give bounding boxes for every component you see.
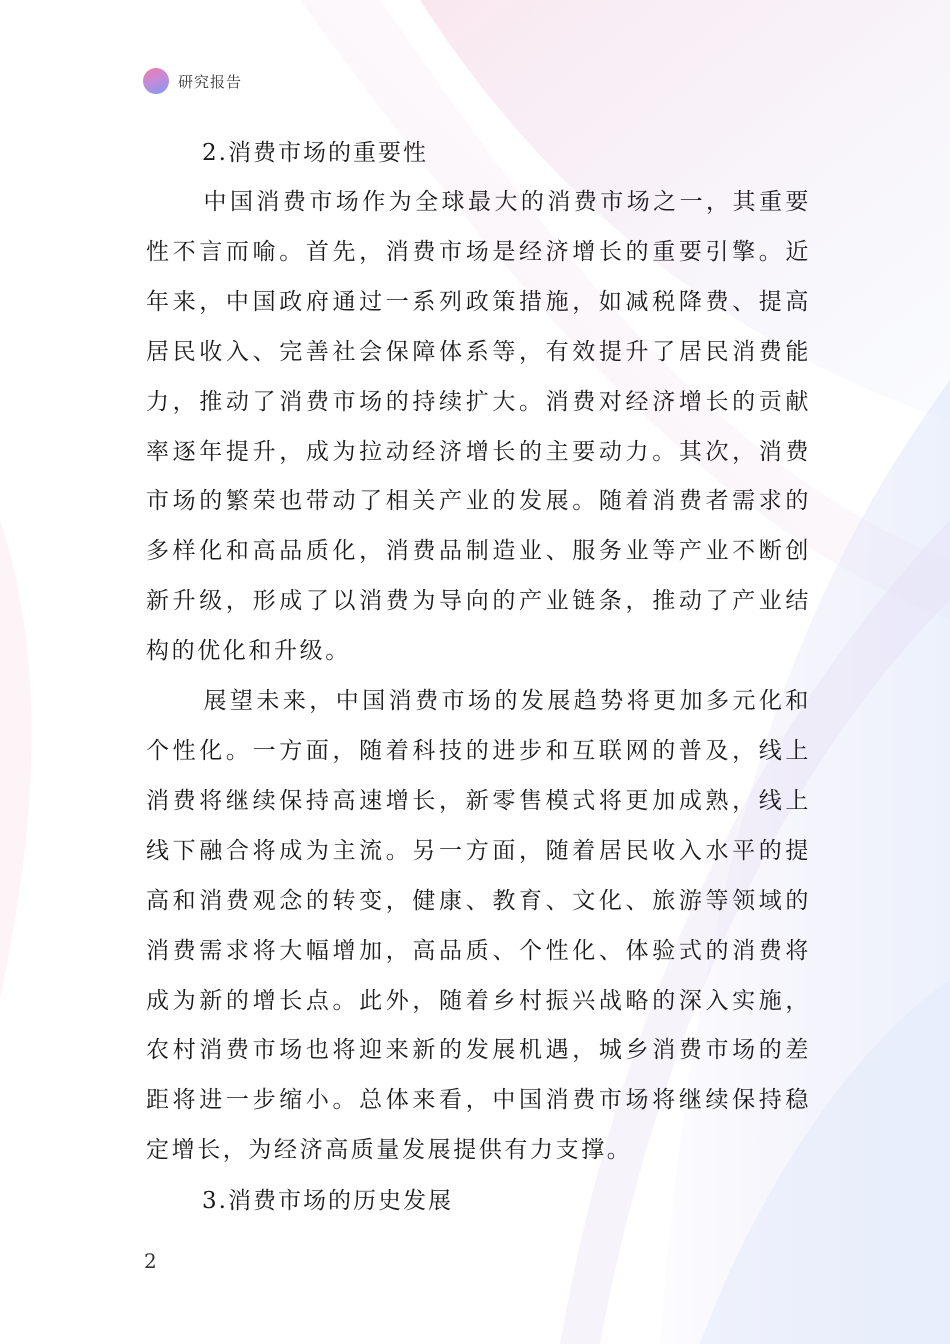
- logo-circle-icon: [143, 68, 169, 94]
- section-heading-3: 3.消费市场的历史发展: [202, 1188, 453, 1215]
- report-header: [143, 66, 242, 96]
- page-number: 2: [144, 1249, 157, 1273]
- header-label: 研究报告: [178, 72, 243, 91]
- paragraph-2: 展望未来，中国消费市场的发展趋势将更加多元化和个性化。一方面，随着科技的进步和互联网的普及，线上消费将继续保持高速增长，新零售模式将更加成熟，线上线下融合将成为主流。另一方面，随着居民收入水平的提高和消费观念的转变，健康、教育、文化、旅游等领域的消费需求将大幅增加，高品质、个性化、体验式的消费将成为新的增长点。此外，随着乡村振兴战略的深入实施，农村消费市场也将迎来新的发展机遇，城乡消费市场的差距将进一步缩小。总体来看，中国消费市场将继续保持稳定增长，为经济高质量发展提供有力支撑。: [146, 688, 811, 1164]
- document-body: [146, 128, 811, 1226]
- paragraph-1: 中国消费市场作为全球最大的消费市场之一，其重要性不言而喻。首先，消费市场是经济增长的重要引擎。近年来，中国政府通过一系列政策措施，如减税降费、提高居民收入、完善社会保障体系等，有效提升了居民消费能力，推动了消费市场的持续扩大。消费对经济增长的贡献率逐年提升，成为拉动经济增长的主要动力。其次，消费市场的繁荣也带动了相关产业的发展。随着消费者需求的多样化和高品质化，消费品制造业、服务业等产业不断创新升级，形成了以消费为导向的产业链条，推动了产业结构的优化和升级。: [146, 189, 811, 665]
- section-heading-2: 2.消费市场的重要性: [202, 140, 428, 166]
